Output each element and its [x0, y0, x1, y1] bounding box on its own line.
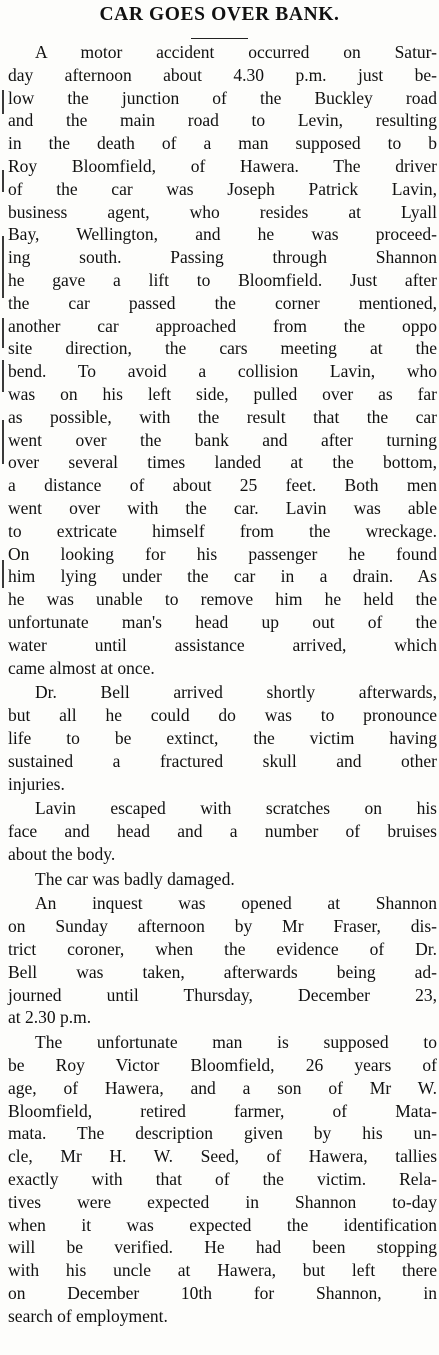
text-line: at 2.30 p.m. — [8, 1007, 92, 1028]
text-line: exactly with that of the victim. Rela- — [8, 1169, 437, 1190]
column-rule — [2, 420, 4, 464]
column-rule — [2, 170, 4, 192]
text-line: Bell was taken, afterwards being ad- — [8, 961, 437, 982]
text-line: of the car was Joseph Patrick Lavin, — [8, 178, 437, 199]
text-line: age, of Hawera, and a son of Mr W. — [8, 1077, 437, 1098]
text-line: cle, Mr H. W. Seed, of Hawera, tallies — [8, 1146, 437, 1167]
text-line: with his uncle at Hawera, but left there — [8, 1260, 437, 1281]
text-line: business agent, who resides at Lyall — [8, 201, 437, 222]
text-line: the car passed the corner mentioned, — [8, 292, 437, 313]
text-line: life to be extinct, the victim having — [8, 727, 437, 748]
text-line: about the body. — [8, 843, 116, 864]
text-line: him lying under the car in a drain. As — [8, 566, 437, 587]
text-line: tives were expected in Shannon to-day — [8, 1191, 437, 1212]
text-line: day afternoon about 4.30 p.m. just be- — [8, 64, 437, 85]
text-line: as possible, with the result that the car — [8, 406, 437, 427]
text-line: water until assistance arrived, which — [8, 634, 437, 655]
text-line: over several times landed at the bottom, — [8, 452, 437, 473]
text-line: went over with the car. Lavin was able — [8, 497, 437, 518]
headline: CAR GOES OVER BANK. — [99, 4, 340, 25]
headline-rule — [191, 38, 248, 39]
text-line: A motor accident occurred on Satur- — [35, 42, 437, 62]
column-rule — [2, 318, 4, 348]
text-line: a distance of about 25 feet. Both men — [8, 475, 437, 496]
text-line: came almost at once. — [8, 657, 155, 678]
text-line: he was unable to remove him he held the — [8, 589, 437, 610]
text-line: on December 10th for Shannon, in — [8, 1283, 437, 1304]
text-line: went over the bank and after turning — [8, 429, 437, 450]
text-line: to extricate himself from the wreckage. — [8, 520, 437, 541]
paragraph — [8, 868, 437, 891]
text-line: was on his left side, pulled over as far — [8, 383, 437, 404]
text-line: unfortunate man's head up out of the — [8, 611, 437, 632]
text-line: but all he could do was to pronounce — [8, 705, 437, 726]
text-line: Bloomfield, retired farmer, of Mata- — [8, 1100, 437, 1121]
text-line: ing south. Passing through Shannon — [8, 247, 437, 268]
text-line: trict coroner, when the evidence of Dr. — [8, 939, 437, 960]
paragraph — [8, 41, 437, 679]
text-line: Roy Bloomfield, of Hawera. The driver — [8, 155, 437, 176]
column-rule — [2, 236, 4, 298]
text-line: when it was expected the identification — [8, 1214, 437, 1235]
text-line: An inquest was opened at Shannon — [35, 893, 437, 914]
article-body — [8, 41, 437, 1328]
text-line: search of employment. — [8, 1305, 168, 1326]
text-line: bend. To avoid a collision Lavin, who — [8, 361, 437, 382]
text-line: sustained a fractured skull and other — [8, 750, 437, 771]
column-rule — [2, 560, 4, 588]
paragraph — [8, 797, 437, 865]
paragraph — [8, 681, 437, 795]
text-line: and the main road to Levin, resulting — [8, 110, 437, 131]
text-line: On looking for his passenger he found — [8, 543, 437, 564]
column-rule — [2, 90, 4, 114]
column-rule — [2, 360, 4, 392]
text-line: The unfortunate man is supposed to — [35, 1032, 437, 1053]
text-line: injuries. — [8, 773, 65, 794]
paragraph — [8, 892, 437, 1029]
text-line: The car was badly damaged. — [35, 868, 235, 889]
text-line: be Roy Victor Bloomfield, 26 years of — [8, 1055, 437, 1076]
text-line: journed until Thursday, December 23, — [8, 984, 437, 1005]
text-line: face and head and a number of bruises — [8, 821, 437, 842]
text-line: in the death of a man supposed to b — [8, 133, 437, 154]
text-line: he gave a lift to Bloomfield. Just after — [8, 269, 437, 290]
text-line: on Sunday afternoon by Mr Fraser, dis- — [8, 916, 437, 937]
text-line: mata. The description given by his un- — [8, 1123, 437, 1144]
text-line: Dr. Bell arrived shortly afterwards, — [35, 682, 437, 703]
text-line: another car approached from the oppo — [8, 315, 437, 336]
text-line: Bay, Wellington, and he was proceed- — [8, 224, 437, 245]
text-line: Lavin escaped with scratches on his — [35, 798, 437, 819]
text-line: site direction, the cars meeting at the — [8, 338, 437, 359]
paragraph — [8, 1031, 437, 1327]
text-line: low the junction of the Buckley road — [8, 87, 437, 108]
text-line: will be verified. He had been stopping — [8, 1237, 437, 1258]
